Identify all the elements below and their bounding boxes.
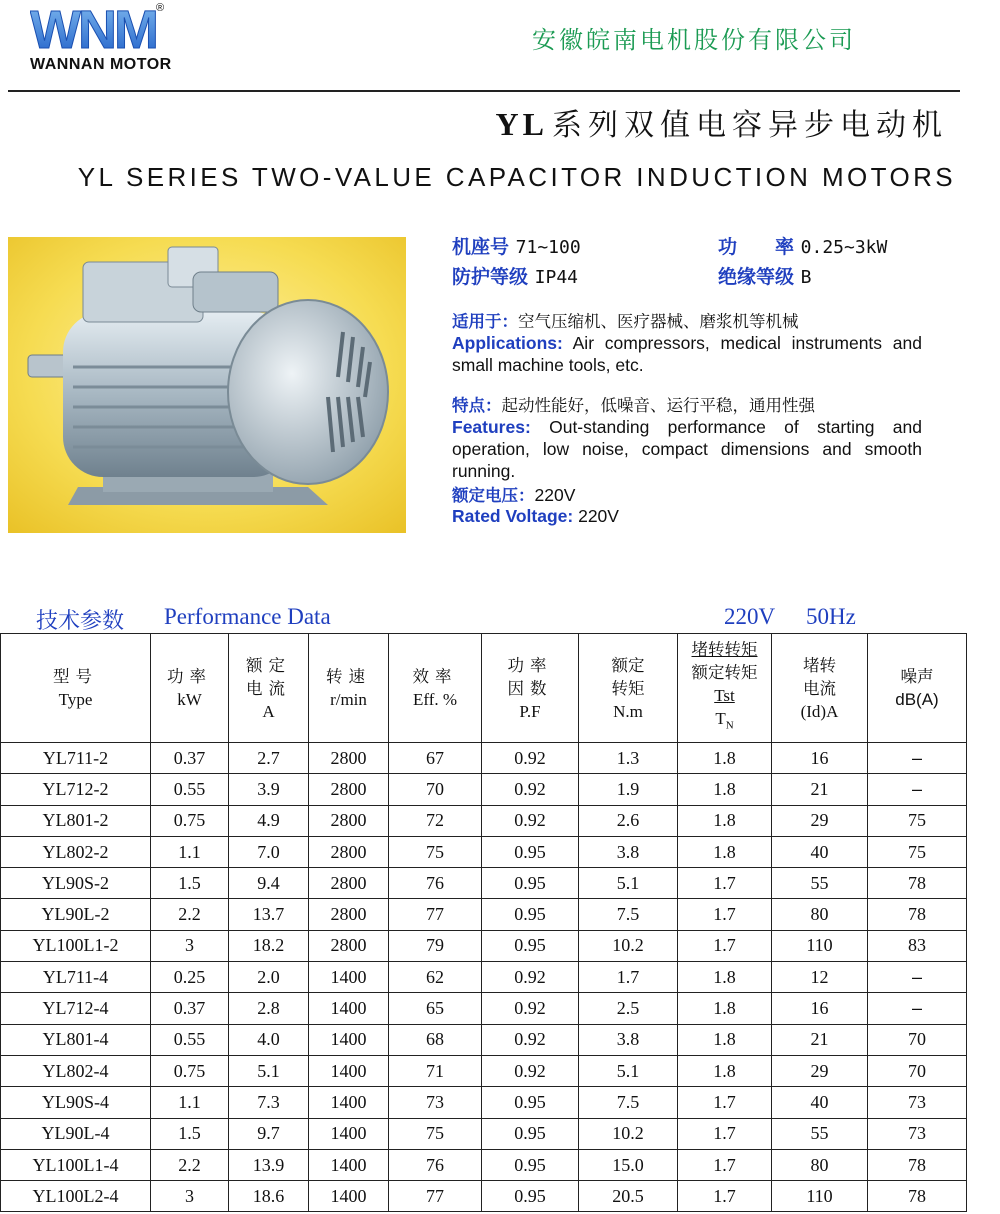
cell-speed: 1400 xyxy=(309,993,389,1024)
applications-cn xyxy=(452,310,922,333)
cell-current: 13.9 xyxy=(229,1149,309,1180)
cell-power-factor: 0.92 xyxy=(482,993,579,1024)
features-en xyxy=(452,416,922,482)
cell-rated-torque: 7.5 xyxy=(579,899,678,930)
cell-rated-torque: 3.8 xyxy=(579,836,678,867)
cell-speed: 2800 xyxy=(309,899,389,930)
cell-efficiency: 77 xyxy=(389,1181,482,1212)
header-torque-ratio: 堵转转矩 额定转矩 Tst $T_N$ xyxy=(678,634,772,743)
spec-frame-size xyxy=(452,232,581,259)
voltage-cn xyxy=(452,484,922,507)
cell-type: YL711-4 xyxy=(1,962,151,993)
header-noise: 噪声 dB(A) xyxy=(868,634,967,743)
cell-current: 18.6 xyxy=(229,1181,309,1212)
cell-rated-torque: 1.3 xyxy=(579,743,678,774)
applications-en-text: Air compressors, medical instruments and small machine tools, etc. xyxy=(452,333,922,375)
header-speed: 转速 r/min xyxy=(309,634,389,743)
cell-current: 9.7 xyxy=(229,1118,309,1149)
cell-efficiency: 76 xyxy=(389,1149,482,1180)
cell-noise: 70 xyxy=(868,1055,967,1086)
cell-locked-current: 55 xyxy=(772,868,868,899)
cell-power-factor: 0.95 xyxy=(482,1149,579,1180)
cell-power: 1.5 xyxy=(151,868,229,899)
cell-current: 7.3 xyxy=(229,1087,309,1118)
voltage-cn-label: 额定电压： xyxy=(452,486,535,505)
cell-speed: 1400 xyxy=(309,1055,389,1086)
cell-type: YL100L1-4 xyxy=(1,1149,151,1180)
cell-power-factor: 0.92 xyxy=(482,962,579,993)
cell-current: 18.2 xyxy=(229,930,309,961)
cell-rated-torque: 20.5 xyxy=(579,1181,678,1212)
applications-en-label: Applications: xyxy=(452,333,563,353)
title-series-prefix: YL xyxy=(495,106,548,142)
cell-rated-torque: 10.2 xyxy=(579,1118,678,1149)
cell-torque-ratio: 1.8 xyxy=(678,1055,772,1086)
cell-locked-current: 29 xyxy=(772,805,868,836)
cell-type: YL801-4 xyxy=(1,1024,151,1055)
cell-noise: – xyxy=(868,774,967,805)
table-header-row xyxy=(1,634,967,743)
spec-protection xyxy=(452,262,578,289)
header-divider xyxy=(8,90,960,92)
cell-torque-ratio: 1.7 xyxy=(678,1181,772,1212)
spec-protection-label: 防护等级 xyxy=(452,266,529,288)
motor-photo xyxy=(8,237,406,533)
cell-power-factor: 0.95 xyxy=(482,930,579,961)
cell-power-factor: 0.95 xyxy=(482,1181,579,1212)
cell-torque-ratio: 1.7 xyxy=(678,930,772,961)
cell-speed: 2800 xyxy=(309,774,389,805)
cell-type: YL712-4 xyxy=(1,993,151,1024)
table-row xyxy=(1,774,967,805)
table-row xyxy=(1,993,967,1024)
cell-type: YL90L-2 xyxy=(1,899,151,930)
cell-efficiency: 73 xyxy=(389,1087,482,1118)
cell-torque-ratio: 1.8 xyxy=(678,743,772,774)
cell-locked-current: 55 xyxy=(772,1118,868,1149)
cell-type: YL100L1-2 xyxy=(1,930,151,961)
cell-power-factor: 0.95 xyxy=(482,836,579,867)
cell-torque-ratio: 1.7 xyxy=(678,1087,772,1118)
cell-locked-current: 29 xyxy=(772,1055,868,1086)
spec-power xyxy=(718,232,887,259)
cell-power: 1.1 xyxy=(151,1087,229,1118)
cell-noise: 78 xyxy=(868,868,967,899)
cell-locked-current: 110 xyxy=(772,930,868,961)
cell-power-factor: 0.95 xyxy=(482,1118,579,1149)
cell-locked-current: 21 xyxy=(772,774,868,805)
performance-title-en: Performance Data xyxy=(164,604,331,629)
cell-power: 0.55 xyxy=(151,1024,229,1055)
cell-power: 1.1 xyxy=(151,836,229,867)
cell-noise: 78 xyxy=(868,1181,967,1212)
cell-speed: 1400 xyxy=(309,962,389,993)
cell-rated-torque: 5.1 xyxy=(579,1055,678,1086)
cell-noise: 78 xyxy=(868,899,967,930)
cell-rated-torque: 3.8 xyxy=(579,1024,678,1055)
table-row xyxy=(1,1087,967,1118)
features-cn-text: 起动性能好，低噪音、运行平稳，通用性强 xyxy=(501,396,815,415)
cell-power: 0.75 xyxy=(151,805,229,836)
cell-rated-torque: 2.6 xyxy=(579,805,678,836)
table-row xyxy=(1,962,967,993)
cell-power-factor: 0.95 xyxy=(482,868,579,899)
cell-current: 9.4 xyxy=(229,868,309,899)
cell-power-factor: 0.92 xyxy=(482,1055,579,1086)
performance-frequency: 50Hz xyxy=(806,604,856,629)
cell-efficiency: 77 xyxy=(389,899,482,930)
cell-rated-torque: 1.7 xyxy=(579,962,678,993)
cell-noise: 78 xyxy=(868,1149,967,1180)
cell-torque-ratio: 1.7 xyxy=(678,899,772,930)
table-row xyxy=(1,868,967,899)
performance-table xyxy=(0,633,967,1212)
spec-insulation-label: 绝缘等级 xyxy=(718,266,795,288)
cell-power-factor: 0.92 xyxy=(482,774,579,805)
header-power-factor: 功率 因数 P.F xyxy=(482,634,579,743)
cell-noise: 75 xyxy=(868,805,967,836)
cell-power: 0.37 xyxy=(151,743,229,774)
cell-noise: – xyxy=(868,962,967,993)
header-type: 型号 Type xyxy=(1,634,151,743)
cell-noise: – xyxy=(868,743,967,774)
cell-speed: 1400 xyxy=(309,1087,389,1118)
cell-type: YL802-4 xyxy=(1,1055,151,1086)
cell-power: 2.2 xyxy=(151,899,229,930)
cell-efficiency: 72 xyxy=(389,805,482,836)
cell-torque-ratio: 1.7 xyxy=(678,1118,772,1149)
cell-power: 2.2 xyxy=(151,1149,229,1180)
cell-type: YL712-2 xyxy=(1,774,151,805)
cell-rated-torque: 15.0 xyxy=(579,1149,678,1180)
cell-noise: 75 xyxy=(868,836,967,867)
cell-type: YL90S-2 xyxy=(1,868,151,899)
voltage-cn-value: 220V xyxy=(534,485,576,505)
applications-en xyxy=(452,332,922,376)
cell-type: YL711-2 xyxy=(1,743,151,774)
title-series-name: 系列双值电容异步电动机 xyxy=(552,108,948,143)
cell-noise: 70 xyxy=(868,1024,967,1055)
cell-power: 0.25 xyxy=(151,962,229,993)
cell-rated-torque: 10.2 xyxy=(579,930,678,961)
svg-text:WNM: WNM xyxy=(30,4,156,54)
table-body xyxy=(1,743,967,1212)
voltage-en-label: Rated Voltage: xyxy=(452,506,574,526)
spec-power-value: 0.25~3kW xyxy=(800,237,888,258)
cell-power-factor: 0.95 xyxy=(482,899,579,930)
cell-locked-current: 80 xyxy=(772,899,868,930)
cell-speed: 2800 xyxy=(309,805,389,836)
spec-insulation-value: B xyxy=(800,267,812,288)
cell-type: YL90L-4 xyxy=(1,1118,151,1149)
cell-speed: 2800 xyxy=(309,743,389,774)
header-locked-current: 堵转 电流 (Id)A xyxy=(772,634,868,743)
cell-type: YL802-2 xyxy=(1,836,151,867)
table-row xyxy=(1,930,967,961)
cell-noise: 83 xyxy=(868,930,967,961)
cell-efficiency: 68 xyxy=(389,1024,482,1055)
cell-efficiency: 67 xyxy=(389,743,482,774)
cell-type: YL90S-4 xyxy=(1,1087,151,1118)
spec-frame-value: 71~100 xyxy=(515,237,581,258)
wnm-logo xyxy=(30,4,170,54)
table-row xyxy=(1,1181,967,1212)
cell-power: 0.55 xyxy=(151,774,229,805)
cell-efficiency: 70 xyxy=(389,774,482,805)
logo-subtitle: WANNAN MOTOR xyxy=(30,56,172,73)
cell-noise: 73 xyxy=(868,1087,967,1118)
spec-insulation xyxy=(718,262,811,289)
cell-current: 4.0 xyxy=(229,1024,309,1055)
table-row xyxy=(1,743,967,774)
features-cn xyxy=(452,394,922,417)
cell-speed: 1400 xyxy=(309,1181,389,1212)
cell-locked-current: 40 xyxy=(772,1087,868,1118)
cell-current: 3.9 xyxy=(229,774,309,805)
cell-locked-current: 80 xyxy=(772,1149,868,1180)
cell-power: 0.75 xyxy=(151,1055,229,1086)
spec-frame-label: 机座号 xyxy=(452,236,510,258)
cell-efficiency: 65 xyxy=(389,993,482,1024)
cell-torque-ratio: 1.8 xyxy=(678,774,772,805)
cell-noise: 73 xyxy=(868,1118,967,1149)
spec-protection-value: IP44 xyxy=(534,267,578,288)
table-row xyxy=(1,836,967,867)
cell-rated-torque: 7.5 xyxy=(579,1087,678,1118)
cell-efficiency: 75 xyxy=(389,1118,482,1149)
applications-cn-label: 适用于： xyxy=(452,312,518,331)
cell-power-factor: 0.92 xyxy=(482,743,579,774)
cell-noise: – xyxy=(868,993,967,1024)
company-name: 安徽皖南电机股份有限公司 xyxy=(532,26,856,54)
cell-power: 3 xyxy=(151,930,229,961)
cell-power-factor: 0.92 xyxy=(482,805,579,836)
cell-rated-torque: 5.1 xyxy=(579,868,678,899)
header-efficiency: 效率 Eff. % xyxy=(389,634,482,743)
cell-rated-torque: 2.5 xyxy=(579,993,678,1024)
cell-efficiency: 75 xyxy=(389,836,482,867)
cell-current: 2.0 xyxy=(229,962,309,993)
cell-current: 5.1 xyxy=(229,1055,309,1086)
cell-efficiency: 71 xyxy=(389,1055,482,1086)
cell-current: 7.0 xyxy=(229,836,309,867)
cell-speed: 1400 xyxy=(309,1024,389,1055)
voltage-en xyxy=(452,505,922,527)
spec-power-label: 功 率 xyxy=(718,236,795,258)
cell-torque-ratio: 1.8 xyxy=(678,993,772,1024)
performance-voltage: 220V xyxy=(724,604,776,629)
cell-efficiency: 76 xyxy=(389,868,482,899)
cell-power: 1.5 xyxy=(151,1118,229,1149)
header-power: 功率 kW xyxy=(151,634,229,743)
cell-torque-ratio: 1.7 xyxy=(678,1149,772,1180)
cell-torque-ratio: 1.7 xyxy=(678,868,772,899)
cell-locked-current: 12 xyxy=(772,962,868,993)
table-row xyxy=(1,899,967,930)
cell-current: 13.7 xyxy=(229,899,309,930)
voltage-en-value: 220V xyxy=(573,506,619,526)
cell-rated-torque: 1.9 xyxy=(579,774,678,805)
cell-current: 2.7 xyxy=(229,743,309,774)
cell-speed: 2800 xyxy=(309,836,389,867)
table-row xyxy=(1,1024,967,1055)
title-english: YL SERIES TWO-VALUE CAPACITOR INDUCTION MOTORS xyxy=(77,162,956,192)
cell-torque-ratio: 1.8 xyxy=(678,1024,772,1055)
cell-speed: 1400 xyxy=(309,1149,389,1180)
cell-efficiency: 62 xyxy=(389,962,482,993)
cell-power: 3 xyxy=(151,1181,229,1212)
cell-torque-ratio: 1.8 xyxy=(678,836,772,867)
cell-efficiency: 79 xyxy=(389,930,482,961)
table-row xyxy=(1,1149,967,1180)
cell-torque-ratio: 1.8 xyxy=(678,805,772,836)
cell-power: 0.37 xyxy=(151,993,229,1024)
header-rated-torque: 额定 转矩 N.m xyxy=(579,634,678,743)
cell-locked-current: 16 xyxy=(772,993,868,1024)
cell-current: 2.8 xyxy=(229,993,309,1024)
performance-title-cn: 技术参数 xyxy=(36,609,125,634)
cell-current: 4.9 xyxy=(229,805,309,836)
cell-power-factor: 0.92 xyxy=(482,1024,579,1055)
features-en-text: Out-standing performance of starting and operation, low noise, compact dimensions and smooth running. xyxy=(452,417,922,481)
cell-speed: 2800 xyxy=(309,868,389,899)
table-row xyxy=(1,1118,967,1149)
applications-cn-text: 空气压缩机、医疗器械、磨浆机等机械 xyxy=(518,312,799,331)
cell-locked-current: 110 xyxy=(772,1181,868,1212)
title-chinese xyxy=(496,100,948,144)
cell-power-factor: 0.95 xyxy=(482,1087,579,1118)
cell-locked-current: 21 xyxy=(772,1024,868,1055)
cell-locked-current: 40 xyxy=(772,836,868,867)
cell-speed: 1400 xyxy=(309,1118,389,1149)
cell-locked-current: 16 xyxy=(772,743,868,774)
cell-type: YL801-2 xyxy=(1,805,151,836)
features-en-label: Features: xyxy=(452,417,531,437)
cell-type: YL100L2-4 xyxy=(1,1181,151,1212)
table-row xyxy=(1,1055,967,1086)
table-row xyxy=(1,805,967,836)
cell-torque-ratio: 1.8 xyxy=(678,962,772,993)
registered-mark: ® xyxy=(156,2,165,14)
cell-speed: 2800 xyxy=(309,930,389,961)
features-cn-label: 特点： xyxy=(452,396,502,415)
header-current: 额定 电流 A xyxy=(229,634,309,743)
